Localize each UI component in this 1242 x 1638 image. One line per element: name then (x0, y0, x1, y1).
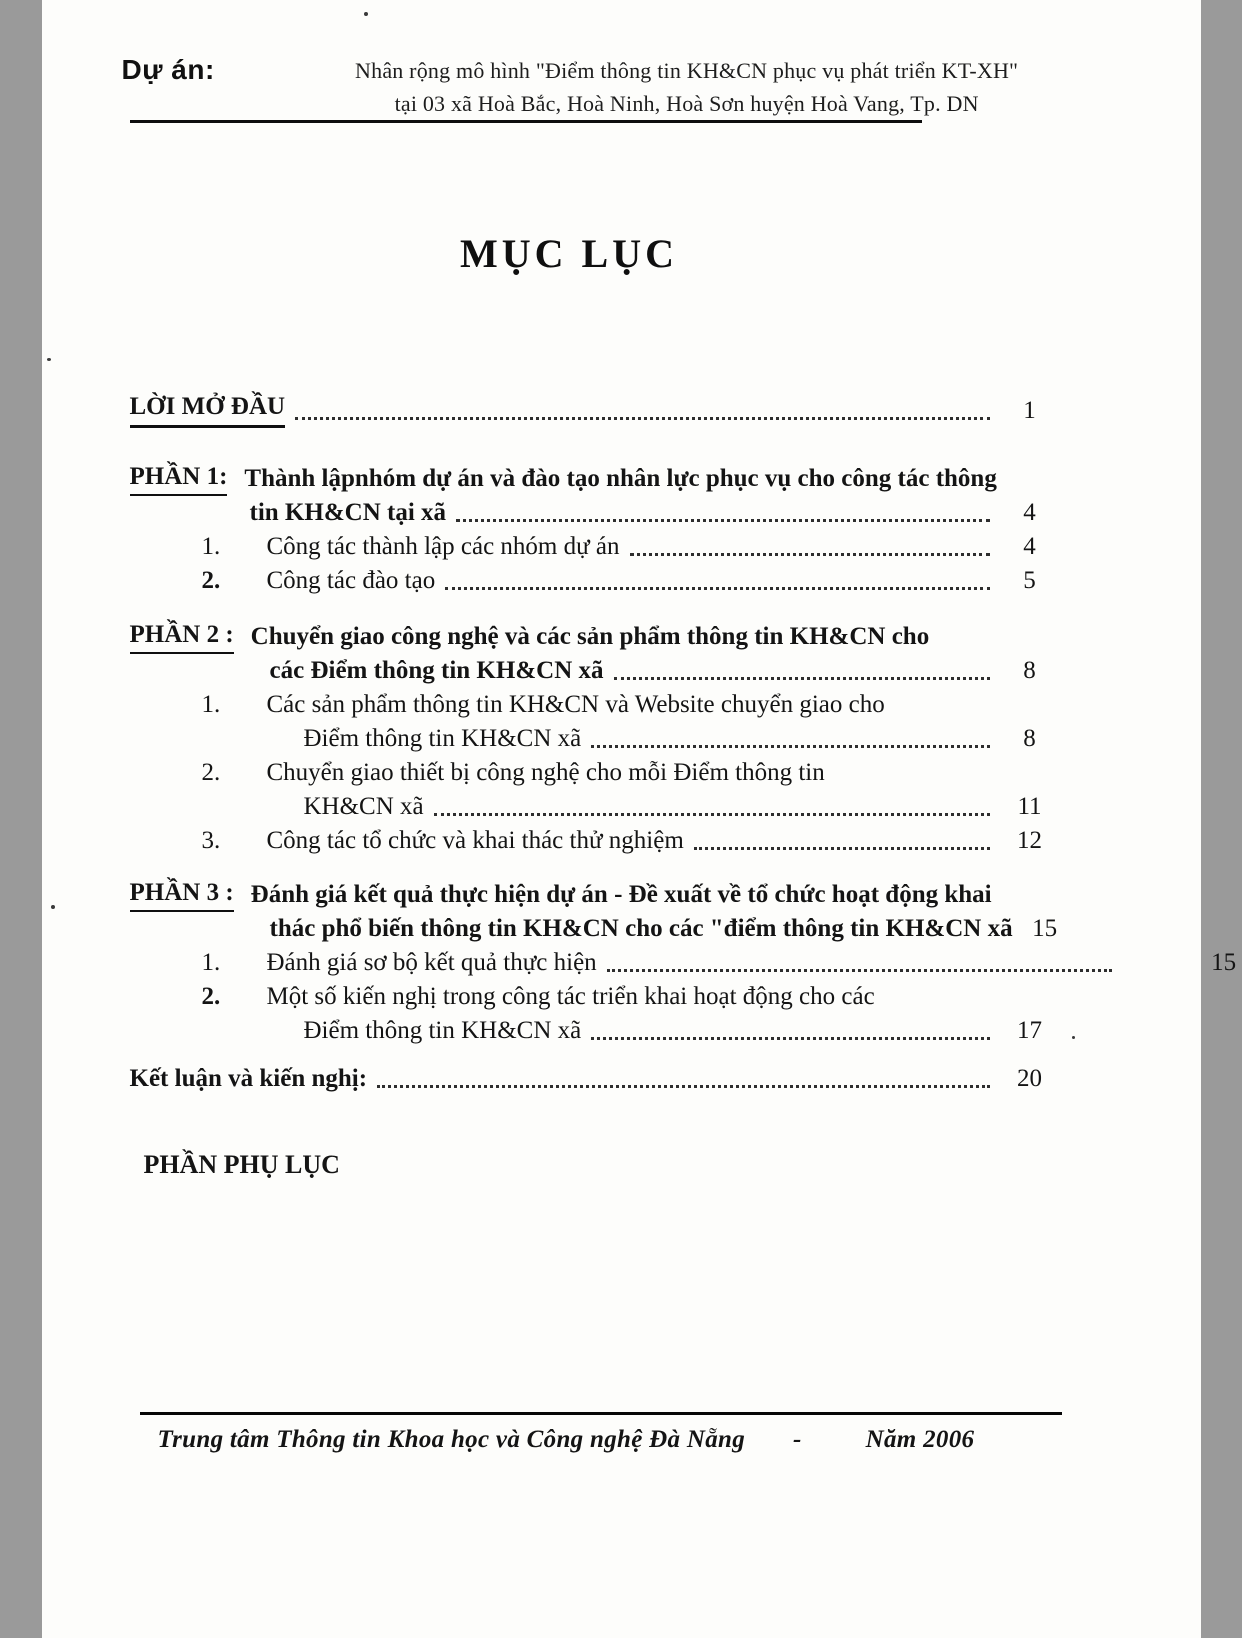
toc-entry-label: PHẦN PHỤ LỤC (143, 1150, 340, 1179)
dotted-leader (591, 745, 989, 748)
page-number: 12 (1017, 827, 1042, 854)
project-label: Dự án: (121, 54, 215, 85)
subentry-text: Đánh giá sơ bộ kết quả thực hiện (266, 949, 597, 976)
toc-entry-part1 (130, 460, 1062, 496)
page-number: 15 (1211, 949, 1237, 976)
project-title-line1: Nhân rộng mô hình "Điểm thông tin KH&CN phục vụ phát triển KT-XH" (355, 58, 1019, 83)
toc-entry-part1-cont (130, 496, 1062, 530)
dotted-leader (607, 969, 1112, 972)
toc-entry-label: LỜI MỞ ĐẦU (130, 390, 286, 428)
toc-part-title-cont: các Điểm thông tin KH&CN xã (269, 657, 604, 684)
toc-entry-part2-cont (130, 654, 1062, 688)
page-number: 5 (1023, 567, 1036, 594)
dotted-leader (614, 677, 990, 680)
toc-entry-part3 (130, 876, 1062, 912)
subentry-number: 2. (201, 983, 221, 1010)
document-page (42, 0, 1237, 1638)
toc-part-title-cont: tin KH&CN tại xã (249, 499, 447, 526)
subentry-text-cont: Điểm thông tin KH&CN xã (303, 1017, 582, 1044)
toc-entry-appendix (144, 1148, 1062, 1182)
subentry-number: 1. (201, 533, 221, 560)
subentry-text-cont: KH&CN xã (303, 793, 424, 820)
page-number: 11 (1017, 793, 1042, 820)
toc-part-title: Thành lậpnhóm dự án và đào tạo nhân lực phục vụ cho công tác thông (244, 465, 997, 492)
subentry-text: Các sản phẩm thông tin KH&CN và Website chuyển giao cho (266, 691, 885, 718)
toc-subentry (130, 688, 1062, 722)
toc-subentry (130, 980, 1062, 1014)
subentry-text-cont: Điểm thông tin KH&CN xã (303, 725, 582, 752)
subentry-text: Một số kiến nghị trong công tác triển khai hoạt động cho các (266, 983, 875, 1010)
toc-part-label: PHẦN 2 : (130, 618, 234, 654)
subentry-text: Công tác đào tạo (266, 567, 436, 594)
table-of-contents (129, 390, 1237, 1182)
footer-year: Năm 2006 (865, 1426, 975, 1453)
page-title: MỤC LỤC (460, 231, 678, 276)
toc-subentry (130, 564, 1062, 598)
page-number: 1 (1023, 397, 1036, 424)
toc-subentry-cont (130, 1014, 1062, 1048)
dotted-leader (445, 587, 989, 590)
toc-part-title: Chuyển giao công nghệ và các sản phẩm thông tin KH&CN cho (250, 623, 930, 650)
toc-subentry (130, 824, 1062, 858)
document-footer (140, 1412, 1062, 1454)
subentry-number: 1. (201, 691, 221, 718)
toc-part-title: Đánh giá kết quả thực hiện dự án - Đề xuất về tổ chức hoạt động khai (250, 881, 992, 908)
page-number: 15 (1032, 915, 1058, 942)
toc-part-label: PHẦN 3 : (130, 876, 234, 912)
toc-entry-intro (130, 390, 1062, 428)
page-number: 4 (1023, 533, 1036, 560)
subentry-number: 2. (201, 759, 221, 786)
toc-entry-part2 (130, 618, 1062, 654)
subentry-number: 2. (201, 567, 221, 594)
subentry-text: Công tác tổ chức và khai thác thử nghiệm (266, 827, 684, 854)
toc-entry-conclusion (130, 1062, 1062, 1096)
scan-artifact (1072, 1036, 1075, 1039)
project-title (253, 54, 1121, 120)
dotted-leader (434, 813, 990, 816)
subentry-text: Công tác thành lập các nhóm dự án (266, 533, 620, 560)
toc-subentry (130, 530, 1062, 564)
document-header (122, 54, 1121, 120)
page-number: 20 (1017, 1065, 1042, 1092)
dotted-leader (295, 417, 989, 420)
page-number: 4 (1023, 499, 1036, 526)
toc-entry-part3-cont (130, 912, 1062, 946)
toc-entry-label: Kết luận và kiến nghị: (129, 1065, 368, 1092)
toc-subentry-cont (130, 722, 1062, 756)
toc-subentry (130, 946, 1237, 980)
header-divider (130, 120, 922, 123)
scan-artifact (47, 358, 51, 361)
dotted-leader (694, 847, 990, 850)
project-title-line2: tại 03 xã Hoà Bắc, Hoà Ninh, Hoà Sơn huyện Hoà Vang, Tp. DN (394, 91, 979, 116)
subentry-number: 1. (201, 949, 221, 976)
dotted-leader (456, 519, 989, 522)
dotted-leader (630, 553, 990, 556)
dotted-leader (591, 1037, 989, 1040)
footer-text (140, 1426, 1062, 1454)
footer-dash: - (793, 1426, 802, 1453)
subentry-text: Chuyển giao thiết bị công nghệ cho mỗi Điểm thông tin (266, 759, 825, 786)
dotted-leader (377, 1085, 989, 1088)
footer-organization: Trung tâm Thông tin Khoa học và Công nghệ Đà Nẵng (157, 1426, 746, 1453)
toc-subentry-cont (130, 790, 1062, 824)
scan-artifact (51, 905, 55, 909)
page-number: 8 (1023, 725, 1036, 752)
subentry-number: 3. (201, 827, 221, 854)
toc-subentry (130, 756, 1062, 790)
toc-part-title-cont: thác phổ biến thông tin KH&CN cho các "điểm thông tin KH&CN xã (269, 915, 1013, 942)
scan-artifact (364, 12, 368, 16)
page-number: 17 (1017, 1017, 1042, 1044)
toc-part-label: PHẦN 1: (130, 460, 228, 496)
page-number: 8 (1023, 657, 1036, 684)
